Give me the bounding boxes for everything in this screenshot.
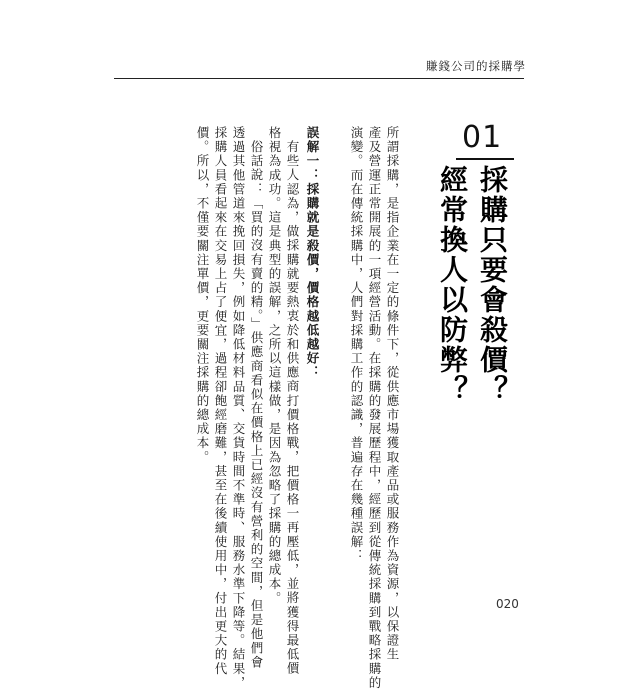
myth-1-column-3: 俗話說：「買的沒有賣的精。」供應商看似在價格上已經沒有營利的空間，但是他們會 [249, 140, 264, 670]
myth-1-column-5: 採購人員看起來在交易上占了便宜，過程卻飽經磨難，甚至在後續使用中，付出更大的代 [213, 126, 228, 676]
intro-column-1: 所謂採購，是指企業在一定的條件下，從供應市場獲取產品或服務作為資源，以保證生 [385, 126, 400, 662]
running-head: 賺錢公司的採購學 [426, 59, 526, 73]
myth-1-heading: 誤解一：採購就是殺價，價格越低越好： [305, 126, 320, 380]
intro-column-2: 產及營運正常開展的一項經營活動。在採購的發展歷程中，經歷到從傳統採購到戰略採購的 [367, 126, 382, 690]
myth-1-column-4: 透過其他管道來挽回損失，例如降低材料品質、交貨時間不準時、服務水準下降等。結果， [231, 126, 246, 690]
myth-1-column-1: 有些人認為，做採購就要熱衷於和供應商打價格戰，把價格一再壓低，並將獲得最低價 [285, 140, 300, 676]
myth-1-column-2: 格視為成功。這是典型的誤解，之所以這樣做，是因為忽略了採購的總成本。 [267, 126, 282, 606]
chapter-title-line-1: 採購只要會殺價？ [476, 165, 509, 405]
page-number: 020 [496, 597, 519, 611]
chapter-title-line-2: 經常換人以防弊？ [436, 165, 469, 405]
chapter-number: 01 [462, 120, 503, 155]
chapter-rule [456, 158, 514, 160]
intro-column-3: 演變。而在傳統採購中，人們對採購工作的認識，普遍存在幾種誤解： [349, 126, 364, 564]
myth-1-column-6: 價。所以，不僅要關注單價，更要關注採購的總成本。 [195, 126, 210, 465]
header-rule [114, 78, 524, 79]
